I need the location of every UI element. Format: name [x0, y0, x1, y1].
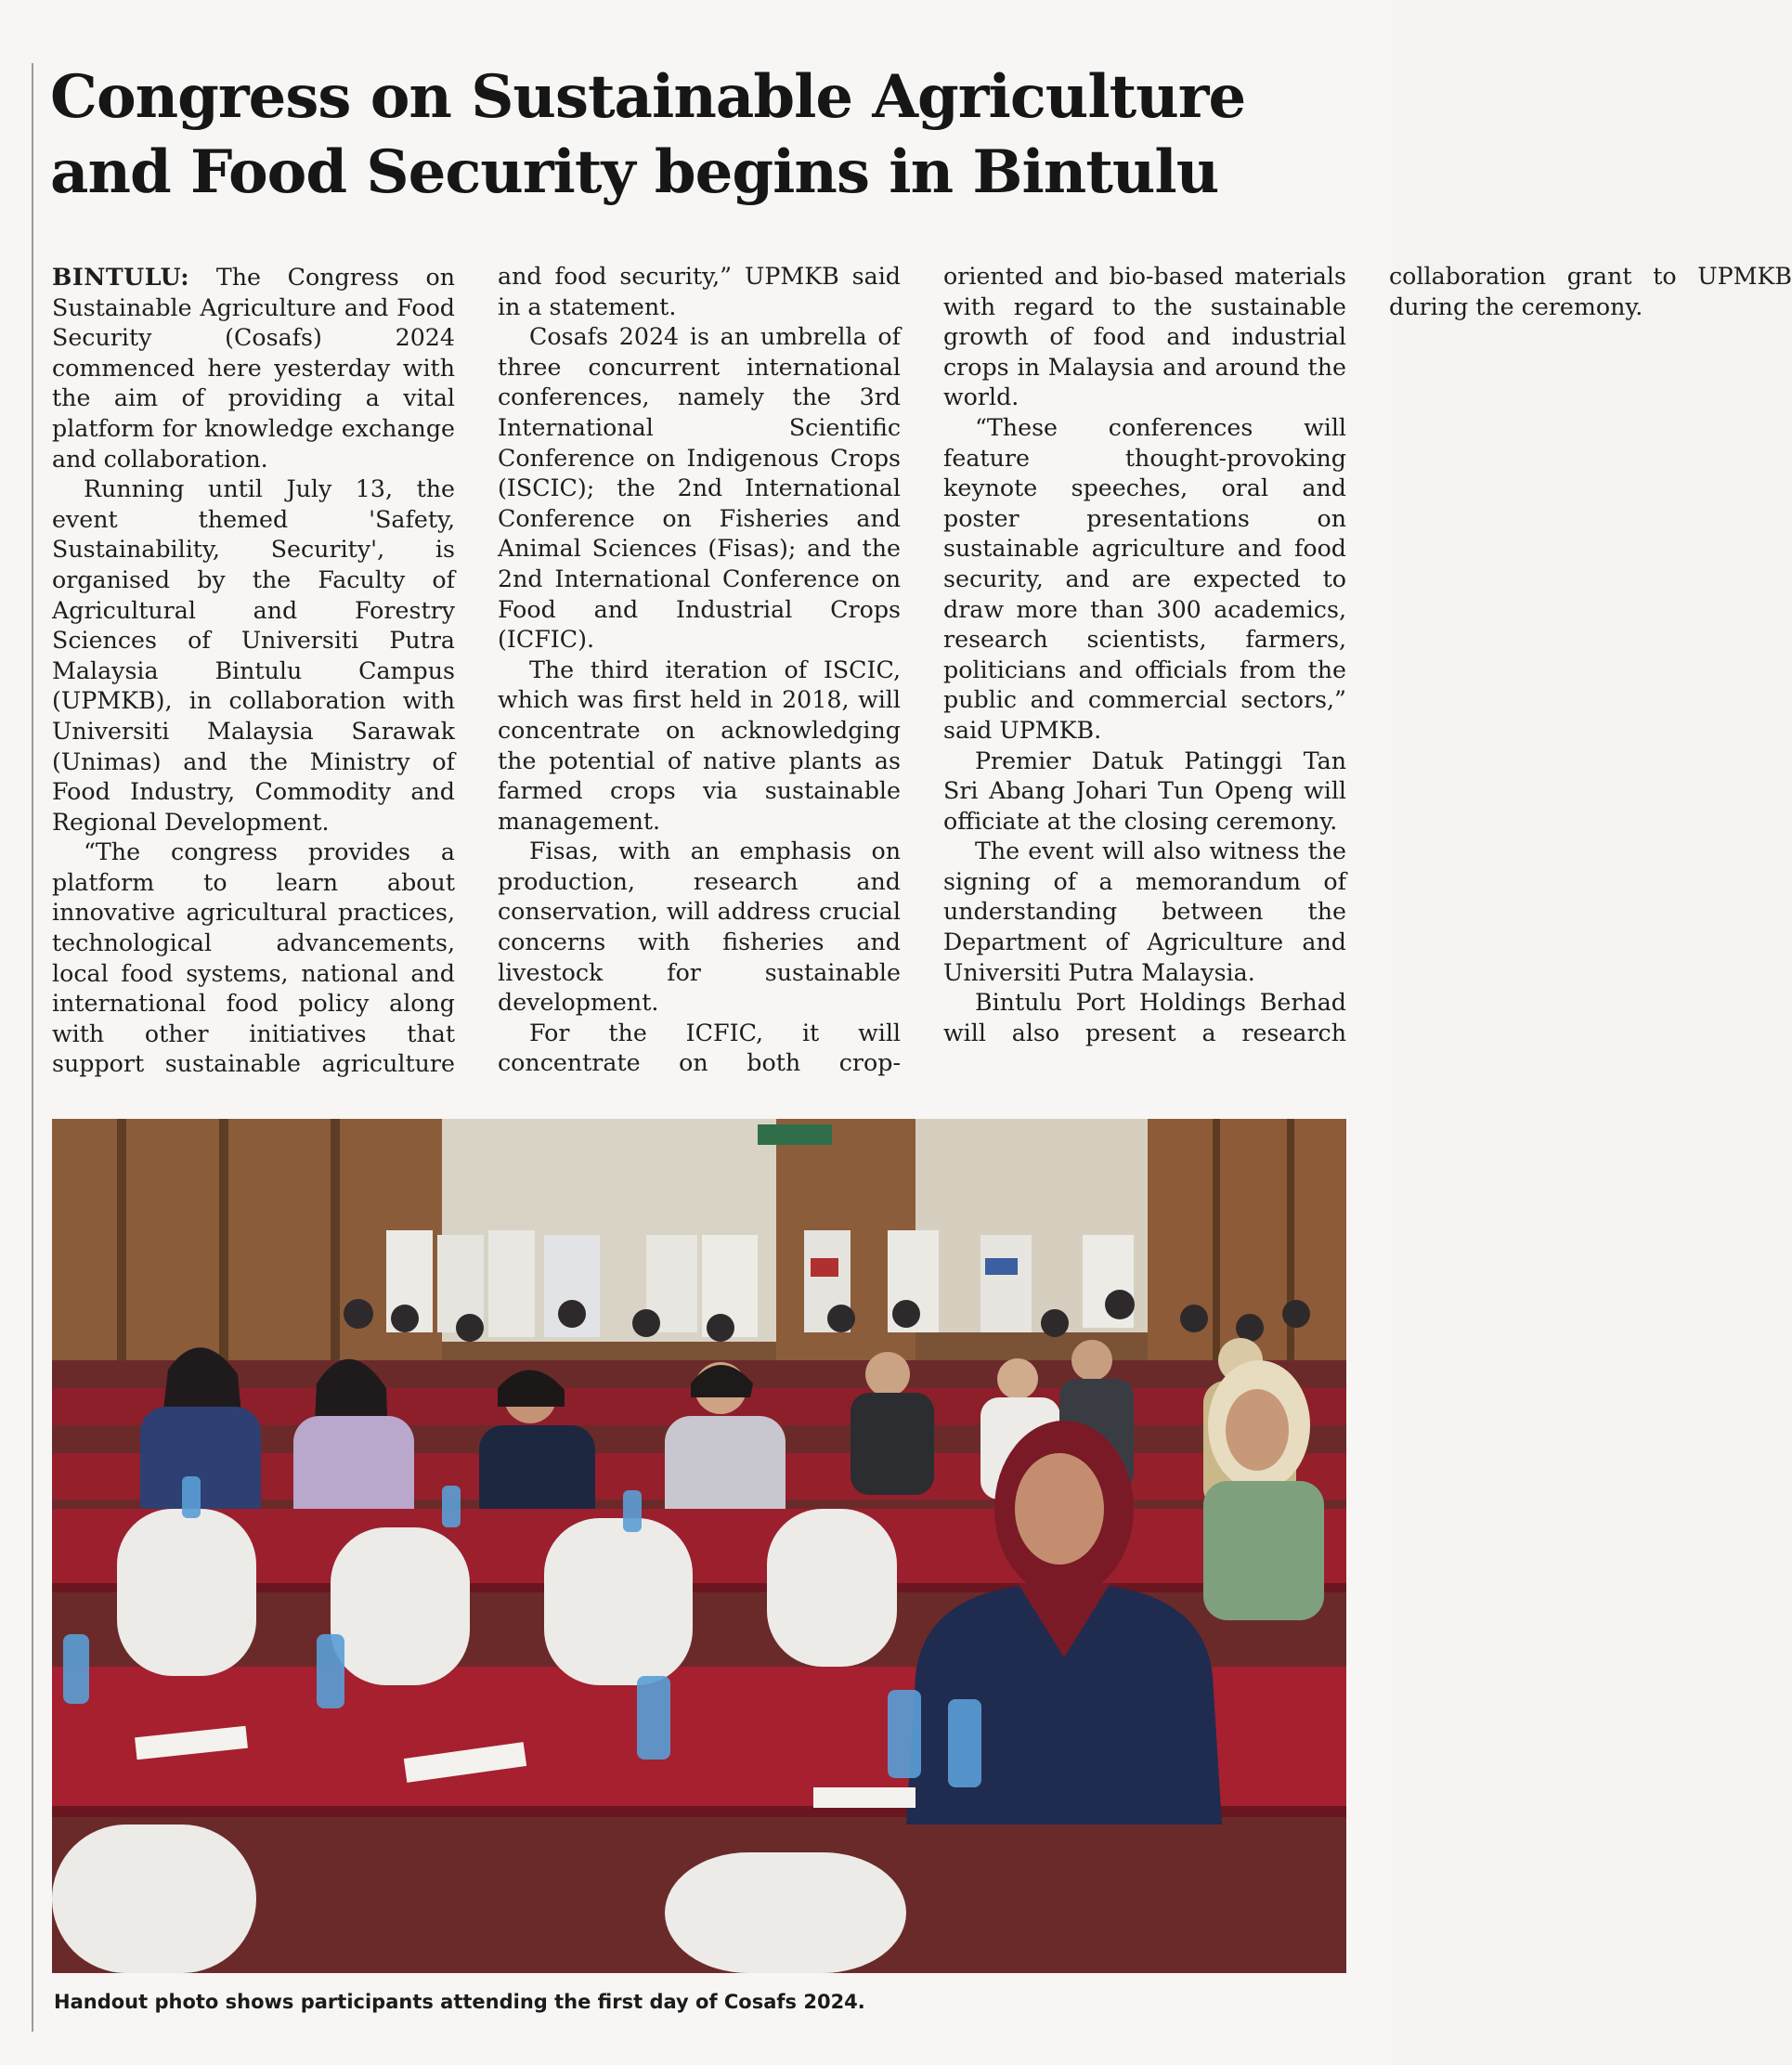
article-paragraph: Running until July 13, the event themed 'Safety, Sustainability, Security', is organised by the Faculty of Agricultural and Forestry Sciences of Universiti Putra Malaysia Bintulu Campus (UPMKB), in collaboration with Universiti Malaysia Sarawak (Unimas) and the Ministry of Food Industry, Commodity and Regional Development.: [52, 475, 455, 836]
column-rule: [32, 63, 33, 2032]
article-headline: Congress on Sustainable Agriculture and Food Security begins in Bintulu: [50, 62, 1246, 207]
article-paragraph: Cosafs 2024 is an umbrella of three concurrent international conferences, namely the 3rd International Scientific Conference on Indigenous Crops (ISCIC); the 2nd International Conference on Fisheries and Animal Sciences (Fisas); and the 2nd International Conference on Food and Industrial Crops (ICFIC).: [498, 323, 901, 654]
article-paragraph: “These conferences will feature thought-provoking keynote speeches, oral and poster presentations on sustainable agriculture and food security, and are expected to draw more than 300 academics, research scientists, farmers, politicians and officials from the public and commercial sectors,” said UPMKB.: [943, 413, 1346, 744]
article-paragraph: For the ICFIC, it will concentrate on both crop-oriented and bio-based materials with regard to the sustainable growth of food and industrial crops in Malaysia and around the world.: [498, 263, 1346, 1077]
article-paragraph: Bintulu Port Holdings Berhad will also present a research collaboration grant to UPMKB during the ceremony.: [943, 263, 1792, 1046]
article-paragraph: The event will also witness the signing of a memorandum of understanding between the Department of Agriculture and Universiti Putra Malaysia.: [943, 838, 1346, 986]
article-paragraph: Premier Datuk Patinggi Tan Sri Abang Johari Tun Openg will officiate at the closing ceremony.: [943, 747, 1346, 835]
article-paragraph: The third iteration of ISCIC, which was first held in 2018, will concentrate on acknowledging the potential of native plants as farmed crops via sustainable management.: [498, 656, 901, 835]
article-paragraph: [52, 262, 455, 474]
paragraph-text: The Congress on Sustainable Agriculture and Food Security (Cosafs) 2024 commenced here yesterday with the aim of providing a vital platform for knowledge exchange and collaboration.: [52, 264, 455, 473]
article-body: [52, 262, 1792, 1088]
article-paragraph: Fisas, with an emphasis on production, research and conservation, will address crucial concerns with fisheries and livestock for sustainable development.: [498, 838, 901, 1017]
dateline: BINTULU:: [52, 263, 190, 291]
conference-photo: [52, 1119, 1346, 1973]
photo-caption: Handout photo shows participants attending the first day of Cosafs 2024.: [54, 1991, 865, 2013]
article-paragraph: “The congress provides a platform to learn about innovative agricultural practices, technological advancements, local food systems, national and international food policy along with other initiatives that support sustainable agriculture and food security,” UPMKB said in a statement.: [52, 263, 901, 1078]
